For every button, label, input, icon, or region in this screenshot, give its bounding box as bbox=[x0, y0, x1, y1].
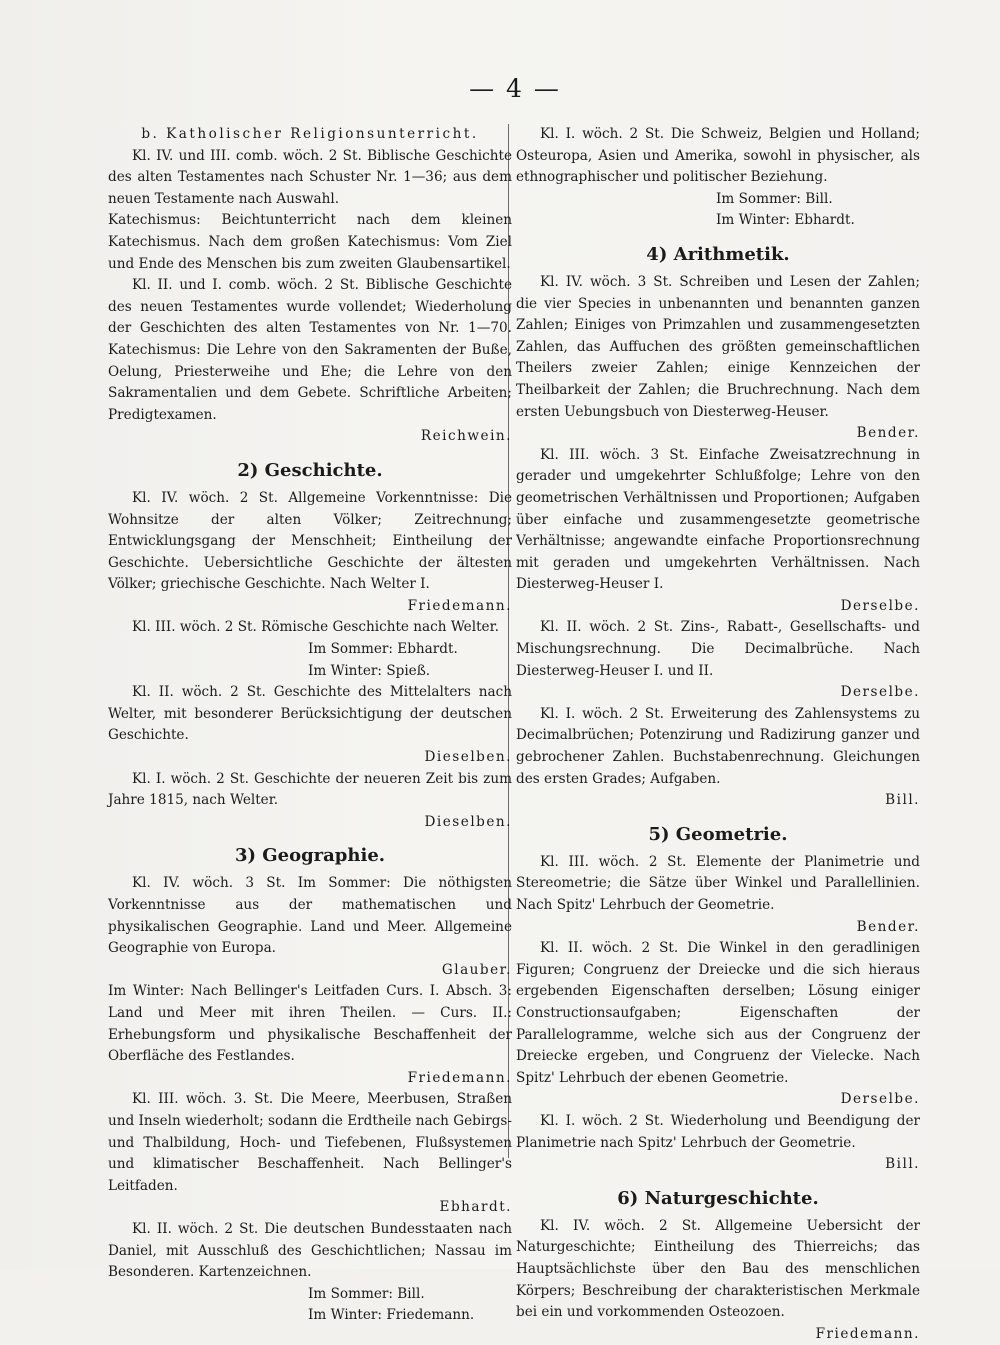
geographie-winter-teacher: Im Winter: Friedemann. bbox=[308, 1307, 475, 1324]
geschichte-paragraph-3: Kl. II. wöch. 2 St. Geschichte des Mittelalters nach Welter, mit besonderer Berücksichtigung der deutschen Geschichte. bbox=[108, 684, 512, 744]
geographie-paragraph-3: Kl. III. wöch. 3. St. Die Meere, Meerbusen, Straßen und Inseln wiederholt; sodann die Erdtheile nach Gebirgs- und Thalbildung, Hoch- und Tiefebenen, Flußsystemen und klimatischer Beschaffenheit. Nach Bellinger's Leitfaden. bbox=[108, 1091, 512, 1194]
left-column bbox=[108, 124, 512, 1327]
section-heading-naturgeschichte: 6) Naturgeschichte. bbox=[617, 1187, 819, 1209]
geographie-signature-2: Friedemann. bbox=[407, 1069, 512, 1086]
religion-signature: Reichwein. bbox=[420, 428, 512, 445]
geometrie-signature-3: Bill. bbox=[885, 1156, 920, 1173]
geographie-summer-teacher: Im Sommer: Bill. bbox=[308, 1285, 425, 1302]
geographie-paragraph-1: Kl. IV. wöch. 3 St. Im Sommer: Die nöthigsten Vorkenntnisse aus der mathematischen und physikalischen Geographie. Land und Meer. Allgemeine Geographie von Europa. bbox=[108, 875, 512, 957]
arithmetik-signature-1: Bender. bbox=[856, 425, 920, 442]
geometrie-signature-1: Bender. bbox=[856, 918, 920, 935]
geographie-paragraph-4: Kl. II. wöch. 2 St. Die deutschen Bundesstaaten nach Daniel, mit Ausschluß des Geschichtlichen; Nassau im Besonderen. Kartenzeichnen. bbox=[108, 1220, 512, 1281]
arithmetik-signature-3: Derselbe. bbox=[840, 684, 920, 701]
arithmetik-paragraph-3: Kl. II. wöch. 2 St. Zins-, Rabatt-, Gesellschafts- und Mischungsrechnung. Die Decimalbrüche. Nach Diesterweg-Heuser I. und II. bbox=[516, 619, 920, 679]
geometrie-paragraph-3: Kl. I. wöch. 2 St. Wiederholung und Beendigung der Planimetrie nach Spitz' Lehrbuch der Geometrie. bbox=[516, 1112, 920, 1151]
geschichte-paragraph-2: Kl. III. wöch. 2 St. Römische Geschichte nach Welter. bbox=[132, 619, 499, 636]
section-heading-arithmetik: 4) Arithmetik. bbox=[646, 243, 790, 265]
section-heading-geographie: 3) Geographie. bbox=[234, 845, 386, 867]
religion-paragraph-2: Katechismus: Beichtunterricht nach dem kleinen Katechismus. Nach dem großen Katechismus: Vom Ziel und Ende des Menschen bis zum zweiten Glaubensartikel. bbox=[108, 212, 512, 272]
geometrie-paragraph-1: Kl. III. wöch. 2 St. Elemente der Planimetrie und Stereometrie; die Sätze über Winkel und Parallellinien. Nach Spitz' Lehrbuch der Geometrie. bbox=[516, 853, 920, 913]
geschichte-winter-teacher: Im Winter: Spieß. bbox=[308, 662, 431, 679]
naturgeschichte-paragraph-1: Kl. IV. wöch. 2 St. Allgemeine Uebersicht der Naturgeschichte; Eintheilung des Thierreichs; das Hauptsächlichste über den Bau des menschlichen Körpers; Beschreibung der charakteristischen Merkmale bei ein und vorkommenden Osteozoen. bbox=[516, 1217, 920, 1321]
geschichte-paragraph-1: Kl. IV. wöch. 2 St. Allgemeine Vorkenntnisse: Die Wohnsitze der alten Völker; Zeitrechnung; Entwicklungsgang der Menschheit; Eintheilung der Geschichte. Uebersichtliche Geschichte der ältesten Völker; griechische Geschichte. Nach Welter I. bbox=[108, 489, 512, 593]
arithmetik-paragraph-4: Kl. I. wöch. 2 St. Erweiterung des Zahlensystems zu Decimalbrüchen; Potenzirung und Radizirung ganzer und gebrochener Zahlen. Buchstabenrechnung. Gleichungen des ersten Grades; Aufgaben. bbox=[516, 705, 920, 787]
section-heading-geometrie: 5) Geometrie. bbox=[648, 823, 788, 845]
geometrie-signature-2: Derselbe. bbox=[840, 1091, 920, 1108]
arithmetik-signature-2: Derselbe. bbox=[840, 597, 920, 614]
naturgeschichte-signature-1: Friedemann. bbox=[815, 1325, 920, 1342]
geographie-5-summer-teacher: Im Sommer: Bill. bbox=[716, 190, 833, 207]
geschichte-signature-1: Friedemann. bbox=[407, 597, 512, 614]
geographie-paragraph-2: Im Winter: Nach Bellinger's Leitfaden Curs. I. Absch. 3: Land und Meer mit ihren Theilen. — Curs. II.: Erhebungsform und physikalische Beschaffenheit der Oberfläche des Festlandes. bbox=[108, 983, 512, 1065]
geographie-signature-1: Glauber. bbox=[441, 961, 512, 978]
religion-paragraph-1: Kl. IV. und III. comb. wöch. 2 St. Biblische Geschichte des alten Testamentes nach Schuster Nr. 1—36; aus dem neuen Testamente nach Auswahl. bbox=[108, 147, 512, 207]
religion-subheading: b. Katholischer Religionsunterricht. bbox=[141, 126, 479, 142]
page-number: — 4 — bbox=[469, 74, 561, 103]
religion-paragraph-3: Kl. II. und I. comb. wöch. 2 St. Biblische Geschichte des neuen Testamentes wurde vollendet; Wiederholung der Geschichten des alten Testamentes von Nr. 1—70. Katechismus: Die Lehre von den Sakramenten der Buße, Oelung, Priesterweihe und Ehe; die Lehre von den Sakramentalien und dem Gebete. Schriftliche Arbeiten; Predigtexamen. bbox=[108, 277, 512, 423]
geographie-paragraph-5: Kl. I. wöch. 2 St. Die Schweiz, Belgien und Holland; Osteuropa, Asien und Amerika, sowohl in physischer, als ethnographischer und politischer Beziehung. bbox=[516, 126, 920, 186]
geschichte-signature-3: Dieselben. bbox=[424, 749, 512, 766]
geometrie-paragraph-2: Kl. II. wöch. 2 St. Die Winkel in den geradlinigen Figuren; Congruenz der Dreiecke und die sich hieraus ergebenden Eigenschaften derselben; Lösung einiger Constructionsaufgaben; Eigenschaften der Parallelogramme, welche sich aus der Congruenz der Dreiecke ergeben, und Congruenz der Vielecke. Nach Spitz' Lehrbuch der ebenen Geometrie. bbox=[516, 940, 920, 1086]
arithmetik-paragraph-2: Kl. III. wöch. 3 St. Einfache Zweisatzrechnung in gerader und umgekehrter Schlußfolge; Lehre von den geometrischen Verhältnissen und Proportionen; Aufgaben über einfache und zusammengesetzte geometrische Verhältnisse; angewandte einfache Proportionsrechnung mit geraden und umgekehrten Verhältnissen. Nach Diesterweg-Heuser I. bbox=[516, 446, 920, 593]
geschichte-signature-4: Dieselben. bbox=[424, 813, 512, 830]
geographie-signature-3: Ebhardt. bbox=[439, 1199, 512, 1216]
arithmetik-paragraph-1: Kl. IV. wöch. 3 St. Schreiben und Lesen der Zahlen; die vier Species in unbenannten und benannten ganzen Zahlen; Einiges von Primzahlen und zusammengesetzten Zahlen, das Auffuchen des größten gemeinschaftlichen Theilers zweier Zahlen; einige Kennzeichen der Theilbarkeit der Zahlen; die Bruchrechnung. Nach dem ersten Uebungsbuch von Diesterweg-Heuser. bbox=[516, 273, 920, 420]
geschichte-summer-teacher: Im Sommer: Ebhardt. bbox=[308, 641, 458, 658]
section-heading-geschichte: 2) Geschichte. bbox=[237, 459, 383, 481]
arithmetik-signature-4: Bill. bbox=[885, 792, 920, 809]
right-column bbox=[516, 124, 920, 1345]
geschichte-paragraph-4: Kl. I. wöch. 2 St. Geschichte der neueren Zeit bis zum Jahre 1815, nach Welter. bbox=[108, 770, 512, 809]
geographie-5-winter-teacher: Im Winter: Ebhardt. bbox=[716, 212, 855, 229]
